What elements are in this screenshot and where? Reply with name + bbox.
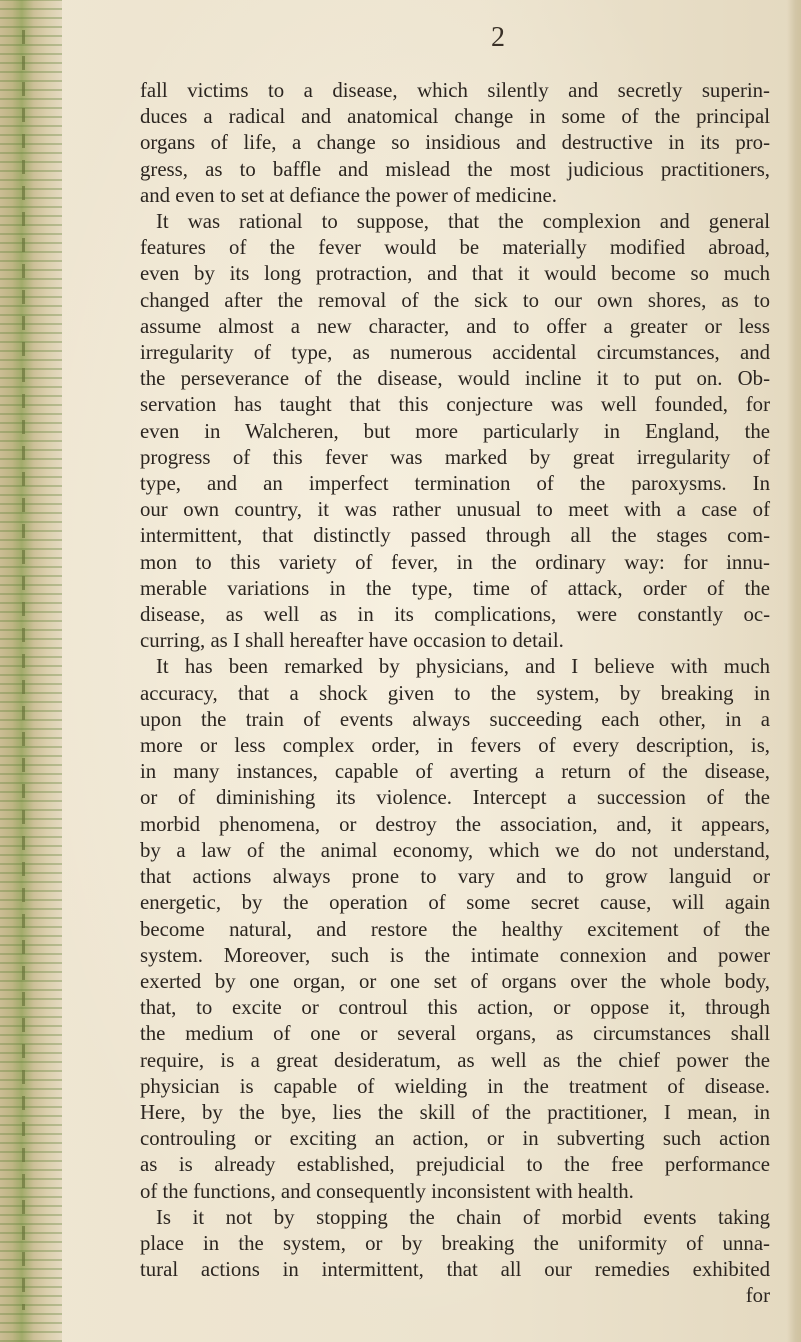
text-line: It was rational to suppose, that the complexion and general <box>156 210 770 234</box>
text-line: more or less complex order, in fevers of every description, is, <box>140 734 770 758</box>
text-line: duces a radical and anatomical change in some of the principal <box>140 105 770 129</box>
text-line: features of the fever would be materially modified abroad, <box>140 236 770 260</box>
text-line: It has been remarked by physicians, and I believe with much <box>156 655 770 679</box>
text-line: gress, as to baffle and mislead the most judicious practitioners, <box>140 157 770 181</box>
page-right-edge <box>787 0 801 1342</box>
text-line: or of diminishing its violence. Intercept a succession of the <box>140 786 770 810</box>
text-line: changed after the removal of the sick to our own shores, as to <box>140 288 770 312</box>
text-line: tural actions in intermittent, that all our remedies exhibited <box>140 1258 770 1282</box>
text-line: that, to excite or controul this action, or oppose it, through <box>140 996 770 1020</box>
body-text <box>140 78 770 1310</box>
text-line: Is it not by stopping the chain of morbid events taking <box>156 1205 770 1229</box>
text-line: become natural, and restore the healthy excitement of the <box>140 917 770 941</box>
binding-stitching <box>22 30 25 1310</box>
text-line: our own country, it was rather unusual to meet with a case of <box>140 498 770 522</box>
text-line: type, and an imperfect termination of the paroxysms. In <box>140 472 770 496</box>
text-line: even in Walcheren, but more particularly in England, the <box>140 419 770 443</box>
text-line: merable variations in the type, time of attack, order of the <box>140 576 770 600</box>
text-line: irregularity of type, as numerous accidental circumstances, and <box>140 341 770 365</box>
text-line: the perseverance of the disease, would incline it to put on. Ob- <box>140 367 770 391</box>
text-line: physician is capable of wielding in the treatment of disease. <box>140 1074 770 1098</box>
text-line: even by its long protraction, and that it would become so much <box>140 262 770 286</box>
text-line: accuracy, that a shock given to the system, by breaking in <box>140 681 770 705</box>
text-line: morbid phenomena, or destroy the association, and, it appears, <box>140 812 770 836</box>
text-line: controuling or exciting an action, or in subverting such action <box>140 1127 770 1151</box>
text-line: in many instances, capable of averting a return of the disease, <box>140 760 770 784</box>
text-line: progress of this fever was marked by great irregularity of <box>140 445 770 469</box>
text-line: exerted by one organ, or one set of organs over the whole body, <box>140 969 770 993</box>
text-line: as is already established, prejudicial to the free performance <box>140 1153 770 1177</box>
text-line: place in the system, or by breaking the uniformity of unna- <box>140 1231 770 1255</box>
book-binding-edge <box>0 0 62 1342</box>
text-line: by a law of the animal economy, which we do not understand, <box>140 838 770 862</box>
text-line: assume almost a new character, and to offer a greater or less <box>140 314 770 338</box>
text-line: organs of life, a change so insidious and destructive in its pro- <box>140 131 770 155</box>
text-line: Here, by the bye, lies the skill of the practitioner, I mean, in <box>140 1100 770 1124</box>
text-line: the medium of one or several organs, as circumstances shall <box>140 1022 770 1046</box>
text-line: system. Moreover, such is the intimate connexion and power <box>140 943 770 967</box>
text-line: upon the train of events always succeeding each other, in a <box>140 707 770 731</box>
text-line: disease, as well as in its complications, were constantly oc- <box>140 603 770 627</box>
text-line: energetic, by the operation of some secret cause, will again <box>140 891 770 915</box>
page-number: 2 <box>491 22 505 53</box>
catchword: for <box>745 1284 770 1308</box>
text-line: that actions always prone to vary and to grow languid or <box>140 865 770 889</box>
text-line: mon to this variety of fever, in the ordinary way: for innu- <box>140 550 770 574</box>
text-line: servation has taught that this conjecture was well founded, for <box>140 393 770 417</box>
text-line: of the functions, and consequently inconsistent with health. <box>140 1179 634 1203</box>
text-line: and even to set at defiance the power of medicine. <box>140 183 557 207</box>
text-line: fall victims to a disease, which silently and secretly superin- <box>140 79 770 102</box>
text-line: intermittent, that distinctly passed through all the stages com- <box>140 524 770 548</box>
text-line: require, is a great desideratum, as well as the chief power the <box>140 1048 770 1072</box>
text-line: curring, as I shall hereafter have occasion to detail. <box>140 629 564 653</box>
